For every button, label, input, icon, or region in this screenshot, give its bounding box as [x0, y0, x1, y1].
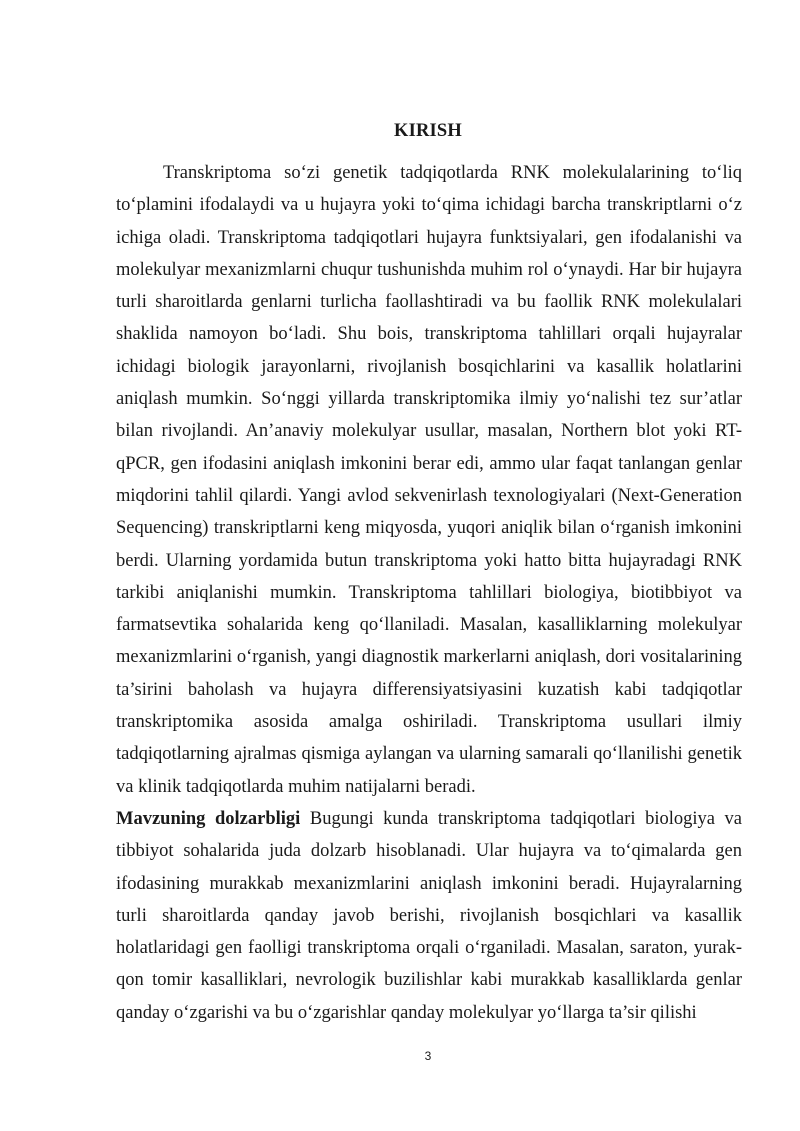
page-title: KIRISH: [393, 121, 463, 141]
document-body: [116, 157, 742, 1029]
page-number: 3: [424, 1049, 432, 1063]
section-heading: Mavzuning dolzarbligi: [116, 808, 301, 829]
relevance-paragraph: [116, 803, 742, 1029]
intro-paragraph: Transkriptoma so‘zi genetik tadqiqotlarda RNK molekulalarining to‘liq to‘plamini ifodalaydi va u hujayra yoki to‘qima ichidagi barcha transkriptlarni o‘z ichiga oladi. Transkriptoma tadqiqotlari hujayra funktsiyalari, gen ifodalanishi va molekulyar mexanizmlarni chuqur tushunishda muhim rol o‘ynaydi. Har bir hujayra turli sharoitlarda genlarni turlicha faollashtiradi va bu faollik RNK molekulalari shaklida namoyon bo‘ladi. Shu bois, transkriptoma tahlillari orqali hujayralar ichidagi biologik jarayonlarni, rivojlanish bosqichlarini va kasallik holatlarini aniqlash mumkin. So‘nggi yillarda transkriptomika ilmiy yo‘nalishi tez sur’atlar bilan rivojlandi. An’anaviy molekulyar usullar, masalan, Northern blot yoki RT-qPCR, gen ifodasini aniqlash imkonini berar edi, ammo ular faqat tanlangan genlar miqdorini tahlil qilardi. Yangi avlod sekvenirlash texnologiyalari (Next-Generation Sequencing) transkriptlarni keng miqyosda, yuqori aniqlik bilan o‘rganish imkonini berdi. Ularning yordamida butun transkriptoma yoki hatto bitta hujayradagi RNK tarkibi aniqlanishi mumkin. Transkriptoma tahlillari biologiya, biotibbiyot va farmatsevtika sohalarida keng qo‘llaniladi. Masalan, kasalliklarning molekulyar mexanizmlarini o‘rganish, yangi diagnostik markerlarni aniqlash, dori vositalarining ta’sirini baholash va hujayra differensiyatsiyasini kuzatish kabi tadqiqotlar transkriptomika asosida amalga oshiriladi. Transkriptoma usullari ilmiy tadqiqotlarning ajralmas qismiga aylangan va ularning samarali qo‘llanilishi genetik va klinik tadqiqotlarda muhim natijalarni beradi.: [116, 163, 742, 797]
relevance-text: Bugungi kunda transkriptoma tadqiqotlari biologiya va tibbiyot sohalarida juda dolzarb hisoblanadi. Ular hujayra va to‘qimalarda gen ifodasining murakkab mexanizmlarini aniqlash imkonini beradi. Hujayralarning turli sharoitlarda qanday javob berishi, rivojlanish bosqichlari va kasallik holatlaridagi gen faolligi transkriptoma orqali o‘rganiladi. Masalan, saraton, yurak-qon tomir kasalliklari, nevrologik buzilishlar kabi murakkab kasalliklarda genlar qanday o‘zgarishi va bu o‘zgarishlar qanday molekulyar yo‘llarga ta’sir qilishi: [116, 808, 742, 1023]
